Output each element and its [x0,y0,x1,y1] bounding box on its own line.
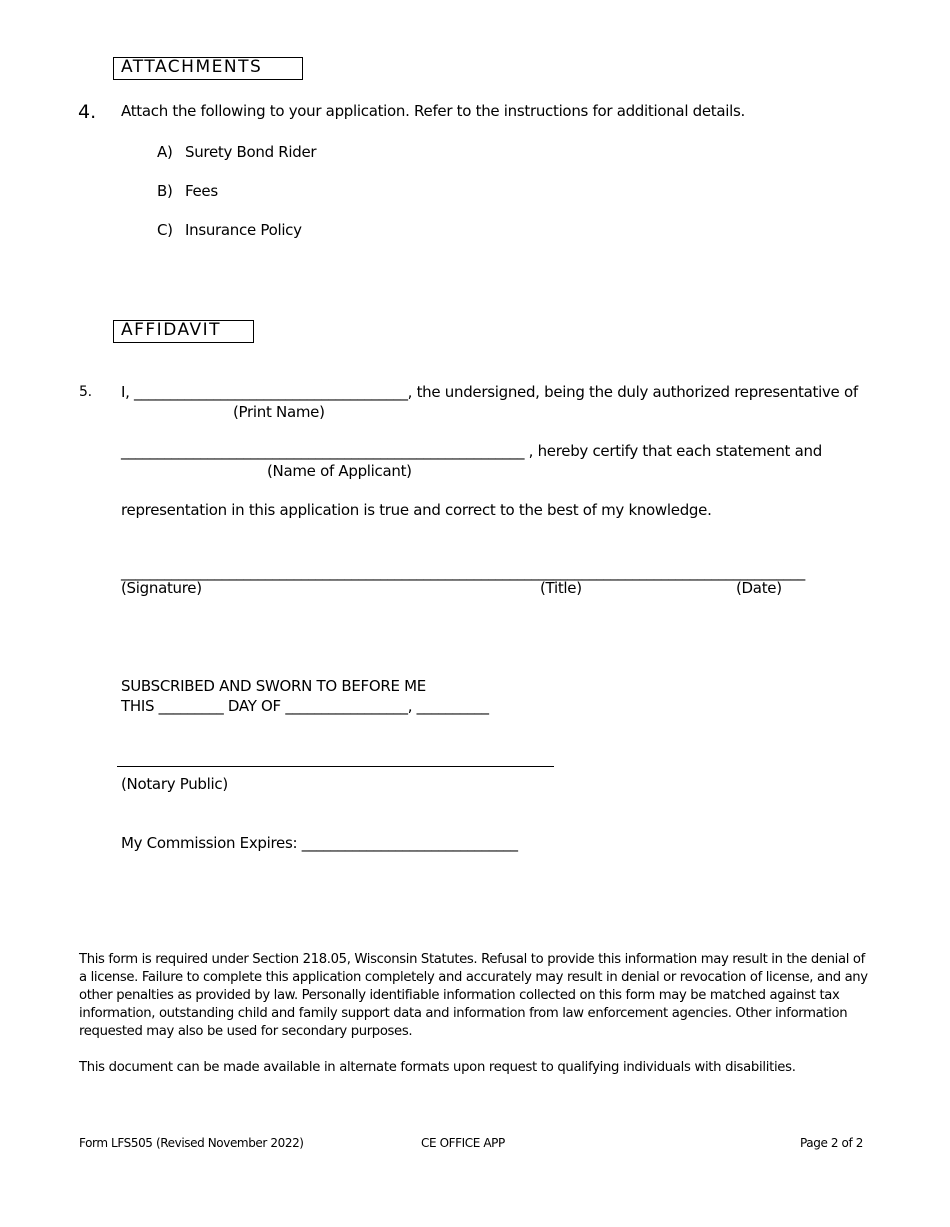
affidavit-certification-text: representation in this application is true and correct to the best of my knowledge. [121,501,712,519]
affidavit-line-print-name[interactable]: I, ______________________________________, the undersigned, being the duly authorized representative of [121,383,858,401]
sworn-date-line[interactable]: THIS _________ DAY OF _________________, __________ [121,697,489,715]
attachment-item-letter: B) [157,182,173,200]
accessibility-notice: This document can be made available in alternate formats upon request to qualifying individuals with disabilities. [79,1060,796,1075]
attachment-item-letter: C) [157,221,173,239]
form-id: Form LFS505 (Revised November 2022) [79,1136,304,1150]
attachment-item-insurance-policy: Insurance Policy [185,221,302,239]
affidavit-header: AFFIDAVIT [113,320,254,343]
attachments-instruction: Attach the following to your application. Refer to the instructions for additional details. [121,102,745,120]
title-label: (Title) [540,579,582,597]
signature-label: (Signature) [121,579,202,597]
section-number-5: 5. [79,384,92,400]
signature-line[interactable]: _______________________________________________________________________________________________ [121,563,806,581]
commission-expires-line[interactable]: My Commission Expires: ______________________________ [121,834,518,852]
attachment-item-fees: Fees [185,182,218,200]
legal-disclaimer: This form is required under Section 218.05, Wisconsin Statutes. Refusal to provide this information may result in the denial of a license. Failure to complete this application completely and accurately may result in denial or revocation of license, and any other penalties as provided by law. Personally identifiable information collected on this form may be matched against tax information, outstanding child and family support data and information from law enforcement agencies. Other information requested may also be used for secondary purposes. [79,952,868,1039]
page-number: Page 2 of 2 [800,1136,863,1150]
affidavit-line-applicant-name[interactable]: ________________________________________________________ , hereby certify that each statement and [121,442,822,460]
print-name-label: (Print Name) [233,403,325,421]
attachment-item-surety-bond-rider: Surety Bond Rider [185,143,317,161]
section-number-4: 4. [78,101,97,123]
attachment-item-letter: A) [157,143,173,161]
date-label: (Date) [736,579,782,597]
sworn-statement: SUBSCRIBED AND SWORN TO BEFORE ME [121,677,426,695]
attachments-header: ATTACHMENTS [113,57,303,80]
form-title-footer: CE OFFICE APP [421,1136,505,1150]
applicant-name-label: (Name of Applicant) [267,462,412,480]
notary-public-label: (Notary Public) [121,775,228,793]
notary-signature-line[interactable] [117,766,554,767]
